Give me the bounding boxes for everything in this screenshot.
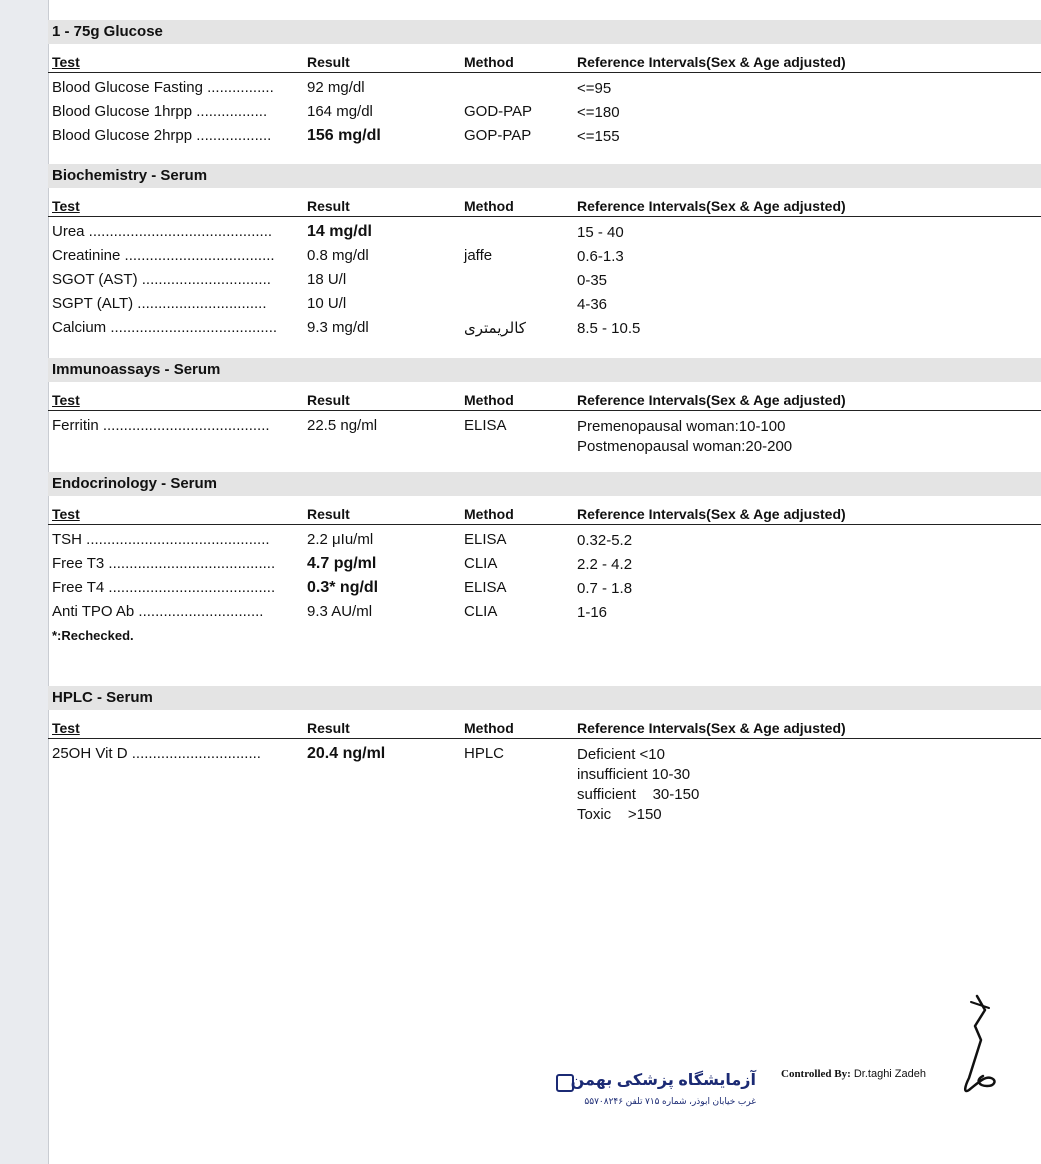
test-name: Anti TPO Ab .............................. <box>52 603 264 620</box>
reference-line: Postmenopausal woman:20-200 <box>577 438 793 455</box>
method: ELISA <box>464 531 507 548</box>
method: ELISA <box>464 579 507 596</box>
lab-name: آزمایشگاه پزشکی بهمن <box>570 1072 756 1089</box>
method: GOD-PAP <box>464 103 533 120</box>
header-reference: Reference Intervals(Sex & Age adjusted) <box>577 54 846 70</box>
method: کالریمتری <box>464 320 526 337</box>
section-title: Immunoassays - Serum <box>48 358 1041 382</box>
result-value: 2.2 μIu/ml <box>307 531 374 548</box>
header-result: Result <box>307 198 350 214</box>
test-name: Calcium ........................................ <box>52 319 278 336</box>
method: GOP-PAP <box>464 127 532 144</box>
section-glucose <box>48 20 1041 145</box>
result-value: 0.8 mg/dl <box>307 247 369 264</box>
lab-logo-icon <box>556 1074 574 1092</box>
test-name: Blood Glucose 2hrpp .................. <box>52 127 272 144</box>
test-name: Blood Glucose Fasting ................ <box>52 79 274 96</box>
reference <box>577 417 792 457</box>
test-name: Free T3 ........................................ <box>52 555 276 572</box>
result-value: 92 mg/dl <box>307 79 365 96</box>
section-biochemistry <box>48 164 1041 337</box>
reference-line: Toxic >150 <box>577 806 662 823</box>
header-result: Result <box>307 392 350 408</box>
section-endocrinology <box>48 472 1041 643</box>
reference-line: Premenopausal woman:10-100 <box>577 418 786 435</box>
test-name: Ferritin ........................................ <box>52 417 270 434</box>
test-name: Urea ............................................ <box>52 223 273 240</box>
header-method: Method <box>464 198 514 214</box>
reference-line: sufficient 30-150 <box>577 786 700 803</box>
result-value: 9.3 AU/ml <box>307 603 373 620</box>
header-test: Test <box>52 392 80 408</box>
reference: 0.32-5.2 <box>577 532 633 549</box>
header-test: Test <box>52 506 80 522</box>
result-value: 4.7 pg/ml <box>307 555 377 572</box>
reference: <=155 <box>577 128 620 145</box>
result-value: 156 mg/dl <box>307 127 381 144</box>
method: CLIA <box>464 603 498 620</box>
header-result: Result <box>307 720 350 736</box>
section-title: Biochemistry - Serum <box>48 164 1041 188</box>
header-reference: Reference Intervals(Sex & Age adjusted) <box>577 506 846 522</box>
reference: 4-36 <box>577 296 608 313</box>
recheck-note: *:Rechecked. <box>52 628 134 643</box>
header-method: Method <box>464 720 514 736</box>
section-immunoassays <box>48 358 1041 455</box>
method: HPLC <box>464 745 505 762</box>
test-name: 25OH Vit D ............................... <box>52 745 261 762</box>
reference: <=95 <box>577 80 612 97</box>
reference: 8.5 - 10.5 <box>577 320 641 337</box>
reference <box>577 745 699 825</box>
result-value: 9.3 mg/dl <box>307 319 369 336</box>
result-value: 0.3* ng/dl <box>307 579 379 596</box>
header-method: Method <box>464 506 514 522</box>
controlled-name: Dr.taghi Zadeh <box>853 1068 926 1080</box>
test-name: Free T4 ........................................ <box>52 579 276 596</box>
reference: 0-35 <box>577 272 608 289</box>
reference: <=180 <box>577 104 620 121</box>
result-value: 22.5 ng/ml <box>307 417 378 434</box>
method: CLIA <box>464 555 498 572</box>
reference: 0.6-1.3 <box>577 248 624 265</box>
result-value: 20.4 ng/ml <box>307 745 386 762</box>
header-result: Result <box>307 54 350 70</box>
column-headers <box>48 718 1041 739</box>
column-headers <box>48 390 1041 411</box>
header-test: Test <box>52 198 80 214</box>
method: jaffe <box>464 247 493 264</box>
section-title: Endocrinology - Serum <box>48 472 1041 496</box>
test-name: Creatinine .................................... <box>52 247 275 264</box>
header-result: Result <box>307 506 350 522</box>
method: ELISA <box>464 417 507 434</box>
test-name: SGPT (ALT) ............................... <box>52 295 267 312</box>
result-value: 164 mg/dl <box>307 103 373 120</box>
reference: 0.7 - 1.8 <box>577 580 633 597</box>
header-reference: Reference Intervals(Sex & Age adjusted) <box>577 392 846 408</box>
column-headers <box>48 196 1041 217</box>
header-test: Test <box>52 54 80 70</box>
lab-logo <box>556 1070 756 1120</box>
reference-line: Deficient <10 <box>577 746 665 763</box>
header-reference: Reference Intervals(Sex & Age adjusted) <box>577 720 846 736</box>
lab-address: غرب خیابان ابوذر، شماره ۷۱۵ تلفن ۵۵۷۰۸۲۴۶ <box>584 1096 756 1106</box>
reference: 2.2 - 4.2 <box>577 556 633 573</box>
test-name: Blood Glucose 1hrpp ................. <box>52 103 268 120</box>
section-title: 1 - 75g Glucose <box>48 20 1041 44</box>
section-hplc <box>48 686 1041 823</box>
result-value: 10 U/l <box>307 295 347 312</box>
test-name: SGOT (AST) ............................... <box>52 271 271 288</box>
reference: 1-16 <box>577 604 608 621</box>
reference: 15 - 40 <box>577 224 624 241</box>
header-reference: Reference Intervals(Sex & Age adjusted) <box>577 198 846 214</box>
header-method: Method <box>464 392 514 408</box>
reference-line: insufficient 10-30 <box>577 766 691 783</box>
header-method: Method <box>464 54 514 70</box>
column-headers <box>48 504 1041 525</box>
test-name: TSH ............................................ <box>52 531 270 548</box>
header-test: Test <box>52 720 80 736</box>
result-value: 18 U/l <box>307 271 347 288</box>
column-headers <box>48 52 1041 73</box>
result-value: 14 mg/dl <box>307 223 372 240</box>
signature-icon <box>945 990 1005 1100</box>
controlled-by <box>781 1068 926 1080</box>
section-title: HPLC - Serum <box>48 686 1041 710</box>
controlled-label: Controlled By: <box>781 1068 851 1080</box>
